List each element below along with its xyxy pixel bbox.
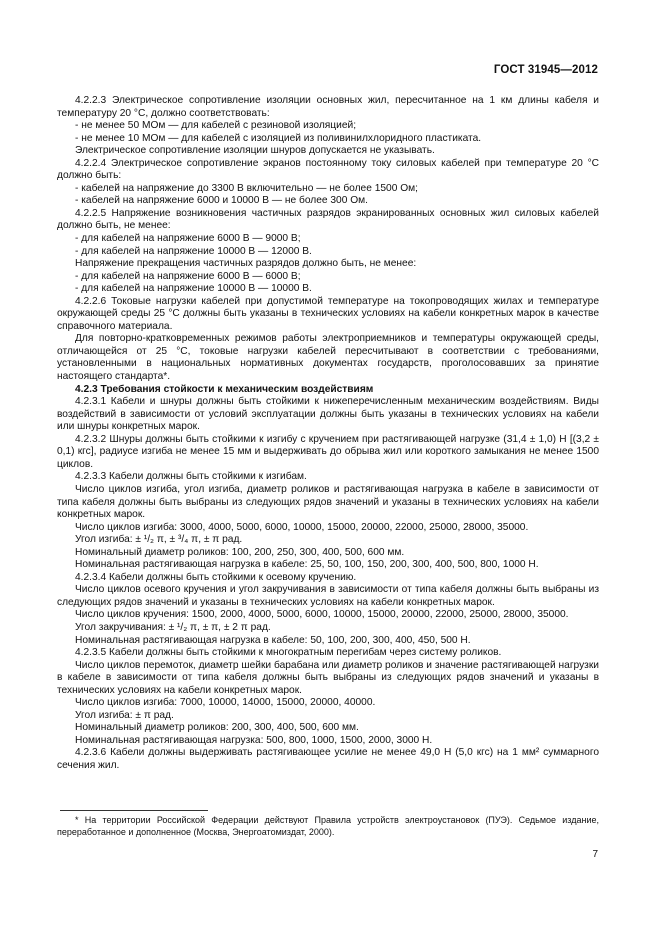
paragraph: Для повторно-кратковременных режимов работы электроприемников и температуры окружающей среды, отличающейся от 25 °С, токовые нагрузки кабелей пересчитывают в соответствии с требованиями, установленными в национальных нормативных документах государств, проголосовавших за принятие настоящего стандарта*. <box>57 333 599 383</box>
paragraph: Число циклов изгиба, угол изгиба, диаметр роликов и растягивающая нагрузка в кабеле в зависимости от типа кабеля должны быть выбраны из следующих рядов значений и указаны в технических условиях на кабели конкретных марок. <box>57 483 599 521</box>
paragraph: - для кабелей на напряжение 10000 В — 12000 В. <box>75 245 312 257</box>
standard-header: ГОСТ 31945—2012 <box>493 64 598 76</box>
paragraph: 4.2.2.3 Электрическое сопротивление изоляции основных жил, пересчитанное на 1 км длины кабеля и температуру 20 °С, должно соответствовать: <box>57 95 599 119</box>
body-text <box>57 95 599 773</box>
paragraph: Число циклов перемоток, диаметр шейки барабана или диаметр роликов и значение растягивающей нагрузки в кабеле в зависимости от типа кабеля должны быть выбраны из следующих рядов значений и указаны в технических условиях на кабели конкретных марок. <box>57 659 599 696</box>
paragraph: Номинальный диаметр роликов: 100, 200, 250, 300, 400, 500, 600 мм. <box>75 546 405 558</box>
paragraph: - не менее 50 МОм — для кабелей с резиновой изоляцией; <box>75 120 357 132</box>
paragraph: Номинальная растягивающая нагрузка в кабеле: 25, 50, 100, 150, 200, 300, 400, 500, 800, 1000 Н. <box>75 559 539 571</box>
page-number: 7 <box>592 849 598 860</box>
paragraph: - кабелей на напряжение 6000 и 10000 В — не более 300 Ом. <box>75 195 368 207</box>
paragraph: 4.2.3.4 Кабели должны быть стойкими к осевому кручению. <box>75 571 357 583</box>
paragraph: Число циклов осевого кручения и угол закручивания в зависимости от типа кабеля должны быть выбраны из следующих рядов значений и указаны в технических условиях на кабели конкретных марок. <box>57 584 599 608</box>
paragraph: 4.2.2.5 Напряжение возникновения частичных разрядов экранированных основных жил силовых кабелей должно быть, не менее: <box>57 207 599 232</box>
footnote-divider <box>60 810 208 811</box>
paragraph: Угол закручивания: ± ¹/₂ π, ± π, ± 2 π рад. <box>75 621 271 633</box>
paragraph: Число циклов изгиба: 7000, 10000, 14000, 15000, 20000, 40000. <box>75 697 376 709</box>
paragraph: Напряжение прекращения частичных разрядов должно быть, не менее: <box>75 258 417 270</box>
paragraph: 4.2.3.6 Кабели должны выдерживать растягивающее усилие не менее 49,0 Н (5,0 кгс) на 1 мм² суммарного сечения жил. <box>57 747 599 771</box>
paragraph: Число циклов изгиба: 3000, 4000, 5000, 6000, 10000, 15000, 20000, 22000, 25000, 28000, 35000. <box>75 521 529 533</box>
paragraph: 4.2.3.5 Кабели должны быть стойкими к многократным перегибам через систему роликов. <box>75 647 502 659</box>
paragraph: - не менее 10 МОм — для кабелей с изоляцией из поливинилхлоридного пластиката. <box>75 132 482 144</box>
paragraph: 4.2.2.4 Электрическое сопротивление экранов постоянному току силовых кабелей при температуре 20 °С должно быть: <box>57 157 599 182</box>
paragraph: 4.2.2.6 Токовые нагрузки кабелей при допустимой температуре на токопроводящих жилах и температуре окружающей среды 25 °С должны быть указаны в технических условиях на кабели конкретных марок в качестве справочного материала. <box>57 295 599 332</box>
paragraph: Угол изгиба: ± π рад. <box>75 709 174 721</box>
paragraph: 4.2.3.1 Кабели и шнуры должны быть стойкими к нижеперечисленным механическим воздействиям. Виды воздействий в зависимости от условий эксплуатации должны быть указаны в технических условиях на кабели или шнуры конкретных марок. <box>57 396 599 433</box>
paragraph: Номинальный диаметр роликов: 200, 300, 400, 500, 600 мм. <box>75 722 359 734</box>
paragraph: - кабелей на напряжение до 3300 В включительно — не более 1500 Ом; <box>75 182 418 194</box>
footnote: * На территории Российской Федерации действуют Правила устройств электроустановок (ПУЭ). Седьмое издание, переработанное и дополненное (Москва, Энергоатомиздат, 2000). <box>57 815 599 837</box>
paragraph: Номинальная растягивающая нагрузка в кабеле: 50, 100, 200, 300, 400, 450, 500 Н. <box>75 634 471 646</box>
paragraph: - для кабелей на напряжение 6000 В — 6000 В; <box>75 270 301 282</box>
paragraph: Угол изгиба: ± ¹/₂ π, ± ³/₄ π, ± π рад. <box>75 534 243 546</box>
paragraph: - для кабелей на напряжение 10000 В — 10000 В. <box>75 283 312 295</box>
paragraph: Электрическое сопротивление изоляции шнуров допускается не указывать. <box>75 145 435 157</box>
paragraph: Номинальная растягивающая нагрузка: 500, 800, 1000, 1500, 2000, 3000 Н. <box>75 734 433 746</box>
paragraph: 4.2.3.2 Шнуры должны быть стойкими к изгибу с кручением при растягивающей нагрузке (31,4 ± 1,0) Н [(3,2 ± 0,1) кгс], радиусе изгиба не менее 15 мм и выдерживать до обрыва жил или короткого замыкания не менее 1500 циклов. <box>57 433 599 470</box>
paragraph: 4.2.3.3 Кабели должны быть стойкими к изгибам. <box>75 471 307 483</box>
paragraph: Число циклов кручения: 1500, 2000, 4000, 5000, 6000, 10000, 15000, 20000, 22000, 25000, 28000, 35000. <box>75 609 569 621</box>
paragraph: - для кабелей на напряжение 6000 В — 9000 В; <box>75 233 301 245</box>
section-heading: 4.2.3 Требования стойкости к механическим воздействиям <box>75 383 374 395</box>
